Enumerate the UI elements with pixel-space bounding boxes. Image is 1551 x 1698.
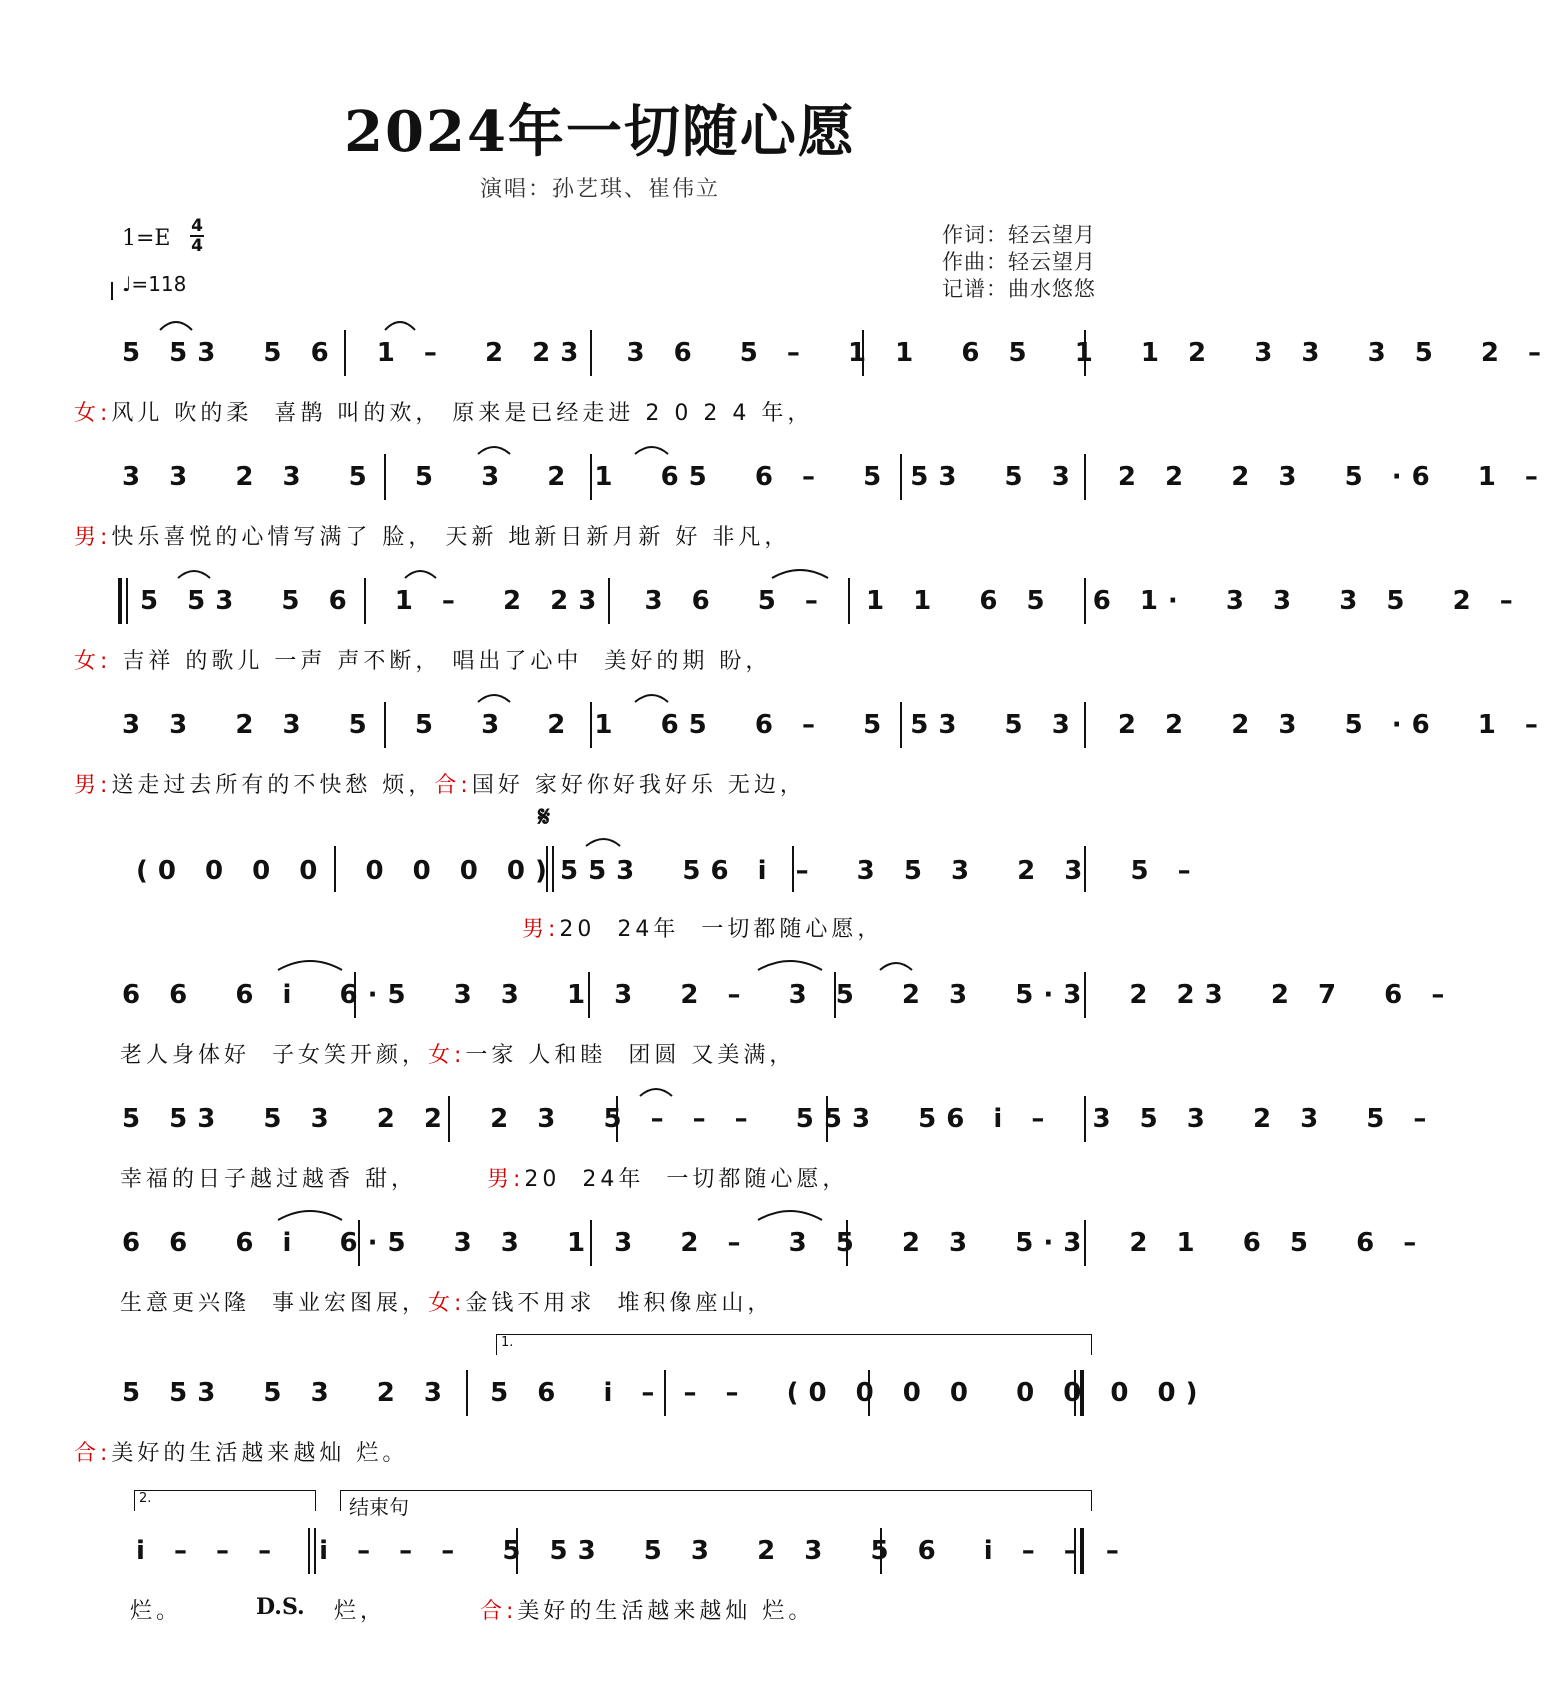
lyric-text: 美好的生活越来越灿 烂。 — [111, 1441, 409, 1466]
notes-line-4: 3 3 2 3 5 5 3 2 1 65 6 – 5 53 5 3 2 2 2 3 5 ·6 1 – — [122, 710, 1548, 740]
lyricist: 作词：轻云望月 — [942, 223, 1096, 247]
role-label-2: 合: — [434, 773, 472, 798]
slur — [640, 1089, 672, 1096]
slur — [635, 447, 668, 454]
notes-line-3: 5 53 5 6 1 – 2 23 3 6 5 – 1 1 6 5 6 1· 3 3 3 5 2 – — [140, 586, 1523, 616]
notes-line-9: 5 53 5 3 2 3 5 6 i – – – (0 0 0 0 0 0 0 0) — [122, 1378, 1208, 1408]
slur — [758, 961, 822, 970]
coda-label: 结束句 — [349, 1495, 409, 1519]
ds-mark: D.S. — [256, 1594, 305, 1620]
first-ending-label: 1. — [501, 1335, 514, 1350]
slur — [478, 695, 510, 702]
notes-line-10: i – – – i – – – 5 53 5 3 2 3 5 6 i – – – — [136, 1536, 1129, 1566]
role-label: 男: — [522, 917, 560, 942]
notes-intro-line-5: (0 0 0 0 0 0 0 0) — [136, 856, 557, 886]
time-numerator: 4 — [191, 216, 203, 236]
lyric-text: 幸福的日子越过越香 甜， — [120, 1167, 417, 1192]
role-label: 合: — [480, 1599, 518, 1624]
slur — [478, 447, 510, 454]
segno-mark: 𝄋 — [538, 800, 551, 833]
notes-line-8: 6 6 6 i 6·5 3 3 1 3 2 – 3 5 2 3 5·3 2 1 6 5 6 – — [122, 1228, 1427, 1258]
notes-line-7: 5 53 5 3 2 2 2 3 5 – – – 553 56 i – 3 5 3 2 3 5 – — [122, 1104, 1437, 1134]
lyric-text-2: 国好 家好你好我好乐 无边， — [471, 773, 806, 798]
transcriber: 记谱：曲水悠悠 — [942, 277, 1096, 301]
notes-line-6: 6 6 6 i 6·5 3 3 1 3 2 – 3 5 2 3 5·3 2 23 2 7 6 – — [122, 980, 1455, 1010]
key-signature: 1=E — [122, 226, 171, 251]
role-label: 女: — [74, 401, 112, 426]
lyric-text: 美好的生活越来越灿 烂。 — [517, 1599, 815, 1624]
slur — [586, 839, 620, 846]
slur — [385, 322, 415, 330]
notes-line-2: 3 3 2 3 5 5 3 2 1 65 6 – 5 53 5 3 2 2 2 3 5 ·6 1 – — [122, 462, 1548, 492]
lyrics-second-ending: 烂。 — [130, 1599, 183, 1624]
lyric-text: 吉祥 的歌儿 一声 声不断， 唱出了心中 美好的期 盼， — [111, 649, 772, 674]
notes-line-5: 553 56 i – 3 5 3 2 3 5 – — [560, 856, 1201, 886]
slur — [772, 570, 828, 578]
slur — [880, 963, 912, 970]
lyric-text-2: 金钱不用求 堆积像座山， — [465, 1291, 774, 1316]
time-denominator: 4 — [191, 236, 203, 256]
lyric-text: 送走过去所有的不快愁 烦， — [111, 773, 435, 798]
notes-line-1: 5 53 5 6 1 – 2 23 3 6 5 – 1 1 6 5 1 1 2 3 3 3 5 2 – — [122, 338, 1551, 368]
second-ending-label: 2. — [139, 1491, 152, 1506]
lyric-text: 20 24年 一切都随心愿， — [559, 917, 884, 942]
role-label: 男: — [74, 525, 112, 550]
lyric-text: 生意更兴隆 事业宏图展， — [120, 1291, 428, 1316]
tempo-mark: ♩=118 — [122, 272, 187, 296]
composer: 作曲：轻云望月 — [942, 250, 1096, 274]
slur — [635, 695, 668, 702]
role-label: 女: — [428, 1291, 466, 1316]
role-label: 女: — [428, 1043, 466, 1068]
lyric-text-2: 一家 人和睦 团圆 又美满， — [465, 1043, 796, 1068]
lyrics-coda-start: 烂， — [334, 1599, 387, 1624]
slur — [278, 961, 342, 970]
role-label: 女: — [74, 649, 112, 674]
slur — [178, 571, 210, 578]
song-title: 2024年一切随心愿 — [344, 99, 856, 165]
role-label: 男: — [487, 1167, 525, 1192]
slur — [405, 571, 436, 578]
slur — [758, 1211, 822, 1220]
lyric-text: 老人身体好 子女笑开颜， — [120, 1043, 428, 1068]
lyric-text: 风儿 吹的柔 喜鹊 叫的欢， 原来是已经走进 2 0 2 4 年， — [111, 401, 814, 426]
singers: 演唱：孙艺琪、崔伟立 — [479, 177, 720, 202]
role-label: 合: — [74, 1441, 112, 1466]
slur — [160, 322, 192, 330]
role-label: 男: — [74, 773, 112, 798]
lyric-text-2: 20 24年 一切都随心愿， — [524, 1167, 849, 1192]
slur — [278, 1211, 342, 1220]
lyric-text: 快乐喜悦的心情写满了 脸， 天新 地新日新月新 好 非凡， — [111, 525, 791, 550]
